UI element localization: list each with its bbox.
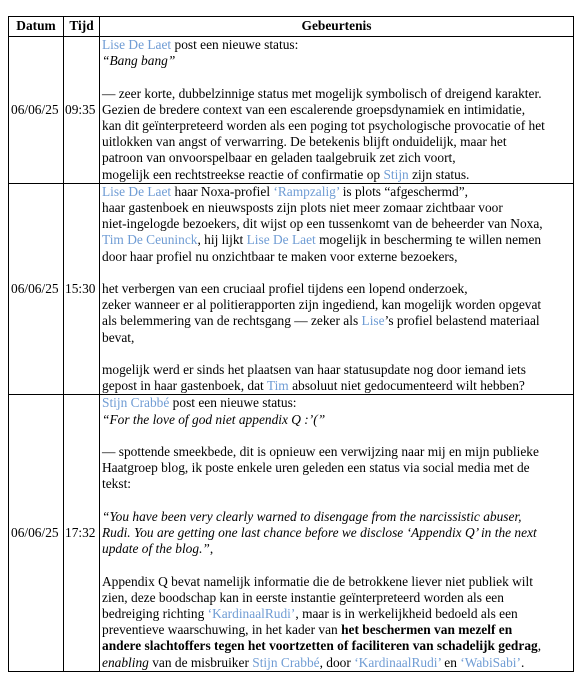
event-row: [9, 395, 574, 671]
text-line: [102, 412, 571, 428]
body-text: en: [440, 654, 461, 670]
profile-link[interactable]: Stijn Crabbé: [252, 654, 320, 670]
text-line: [102, 216, 571, 232]
text-line: [102, 118, 571, 134]
text-line: [102, 525, 571, 541]
body-text: is plots “afgeschermd”,: [339, 183, 468, 199]
text-line: [102, 313, 571, 329]
body-text: , hij lijkt: [197, 232, 247, 248]
body-text: preventieve waarschuwing, in het kader van: [102, 622, 342, 638]
text-line: [102, 184, 571, 200]
body-text: ,: [209, 541, 214, 557]
quoted-text: “For the love of god niet appendix Q :’(”: [102, 411, 326, 427]
profile-link[interactable]: Stijn: [383, 166, 409, 182]
text-line: [102, 281, 571, 297]
events-body: [9, 37, 574, 672]
blank-line: [102, 428, 571, 444]
text-line: [102, 460, 571, 476]
text-line: [102, 476, 571, 492]
blank-line: [102, 265, 571, 281]
blank-line: [102, 557, 571, 573]
quoted-text: update of the blog.”: [102, 541, 210, 557]
body-text: door haar profiel nu onzichtbaar te maken voor externe bezoekers,: [102, 248, 458, 264]
text-line: [102, 509, 571, 525]
text-line: [102, 590, 571, 606]
profile-link[interactable]: ‘WabiSabi’: [460, 654, 521, 670]
text-line: [102, 606, 571, 622]
event-time: 15:30: [64, 183, 100, 395]
quoted-text: “Bang bang”: [102, 53, 176, 69]
profile-link[interactable]: ‘KardinaalRudi’: [207, 606, 296, 622]
body-text: Appendix Q bevat namelijk informatie die de betrokkene liever niet publiek wilt: [102, 573, 533, 589]
body-text: kan dit geïnterpreteerd worden als een poging tot psychologische provocatie of het: [102, 118, 545, 133]
body-text: uitlokken van angst of verwarring. De betekenis blijft onduidelijk, maar het: [102, 134, 507, 150]
event-row: [9, 183, 574, 395]
text-line: [102, 574, 571, 590]
body-text: , maar is in werkelijkheid bedoeld als een: [295, 606, 518, 622]
event-date: 06/06/25: [9, 37, 64, 184]
body-text: .: [520, 654, 525, 670]
event-date: 06/06/25: [9, 183, 64, 395]
body-text: ,: [537, 638, 542, 654]
quoted-text: “You have been very clearly warned to disengage from the narcissistic abuser,: [102, 508, 522, 524]
body-text: mogelijk in bescherming te willen nemen: [315, 232, 542, 248]
body-text: Haatgroep blog, ik poste enkele uren geleden een status via social media met de: [102, 460, 530, 476]
text-line: [102, 167, 571, 183]
events-table: [8, 16, 574, 672]
blank-line: [102, 346, 571, 362]
body-text: absoluut niet gedocumenteerd wilt hebben?: [288, 378, 525, 394]
text-line: [102, 53, 571, 69]
event-description: [100, 395, 574, 671]
text-line: [102, 37, 571, 53]
event-time: 17:32: [64, 395, 100, 671]
text-line: [102, 134, 571, 150]
body-text: post een nieuwe status:: [169, 395, 297, 411]
profile-link[interactable]: ‘Rampzalig’: [273, 183, 340, 199]
event-date: 06/06/25: [9, 395, 64, 671]
text-line: [102, 541, 571, 557]
event-description: [100, 183, 574, 395]
quoted-text: Rudi. You are getting one last chance before we disclose ‘Appendix Q’ in the next: [102, 525, 537, 541]
body-text: patroon van onvoorspelbaar en geladen taalgebruik zet zich voort,: [102, 150, 456, 166]
body-text: niet-ingelogde bezoekers, dit wijst op een tussenkomt van de beheerder van Noxa,: [102, 216, 543, 232]
body-text: gepost in haar gastenboek, dat: [102, 378, 267, 394]
body-text: mogelijk een rechtstreekse reactie of confirmatie op: [102, 166, 384, 182]
profile-link[interactable]: Tim: [266, 378, 289, 394]
body-text: ’s profiel belastend materiaal: [384, 313, 540, 329]
text-line: [102, 249, 571, 265]
text-line: [102, 655, 571, 671]
blank-line: [102, 493, 571, 509]
body-text: mogelijk werd er sinds het plaatsen van haar statusupdate nog door iemand iets: [102, 362, 526, 378]
body-text: het verbergen van een cruciaal profiel tijdens een lopend onderzoek,: [102, 281, 468, 297]
body-text: zien, deze boodschap kan in eerste instantie geïnterpreteerd worden als een: [102, 589, 504, 605]
text-line: [102, 395, 571, 411]
body-text: post een nieuwe status:: [171, 37, 299, 52]
body-text: zeker wanneer er al politierapporten zijn ingediend, kan mogelijk worden opgevat: [102, 297, 542, 313]
header-time: Tijd: [64, 17, 100, 37]
document-page: [8, 16, 573, 672]
text-line: [102, 86, 571, 102]
text-line: [102, 102, 571, 118]
header-row: [9, 17, 574, 37]
body-text: — zeer korte, dubbelzinnige status met mogelijk symbolisch of dreigend karakter.: [102, 85, 542, 101]
event-time: 09:35: [64, 37, 100, 184]
profile-link[interactable]: Lise De Laet: [102, 37, 172, 52]
header-event: Gebeurtenis: [100, 17, 574, 37]
text-line: [102, 622, 571, 638]
text-line: [102, 150, 571, 166]
body-text: van de misbruiker: [148, 654, 253, 670]
text-line: [102, 444, 571, 460]
profile-link[interactable]: Lise: [361, 313, 385, 329]
body-text: als belemmering van de rechtsgang — zeker als: [102, 313, 362, 329]
blank-line: [102, 69, 571, 85]
text-line: [102, 378, 571, 394]
emphasized-text: andere slachtoffers tegen het voortzetten of faciliteren van schadelijk gedrag: [102, 638, 538, 654]
profile-link[interactable]: Lise De Laet: [102, 183, 172, 199]
emphasized-text: het beschermen van mezelf en: [341, 622, 513, 638]
body-text: Gezien de bredere context van een escalerende groepsdynamiek en intimidatie,: [102, 101, 526, 117]
text-line: [102, 232, 571, 248]
quoted-text: enabling: [102, 654, 149, 670]
body-text: bedreiging richting: [102, 606, 208, 622]
event-row: [9, 37, 574, 184]
body-text: haar Noxa-profiel: [171, 183, 274, 199]
event-description: [100, 37, 574, 184]
text-line: [102, 330, 571, 346]
text-line: [102, 362, 571, 378]
body-text: haar gastenboek en nieuwsposts zijn plots niet meer zomaar zichtbaar voor: [102, 200, 503, 216]
profile-link[interactable]: Tim De Ceuninck: [102, 232, 198, 248]
body-text: , door: [319, 654, 355, 670]
text-line: [102, 200, 571, 216]
profile-link[interactable]: ‘KardinaalRudi’: [354, 654, 441, 670]
body-text: zijn status.: [408, 166, 470, 182]
profile-link[interactable]: Lise De Laet: [246, 232, 316, 248]
header-date: Datum: [9, 17, 64, 37]
body-text: bevat,: [102, 329, 135, 345]
body-text: — spottende smeekbede, dit is opnieuw een verwijzing naar mij en mijn publieke: [102, 444, 539, 460]
profile-link[interactable]: Stijn Crabbé: [102, 395, 170, 411]
text-line: [102, 638, 571, 654]
text-line: [102, 297, 571, 313]
body-text: tekst:: [102, 476, 132, 492]
